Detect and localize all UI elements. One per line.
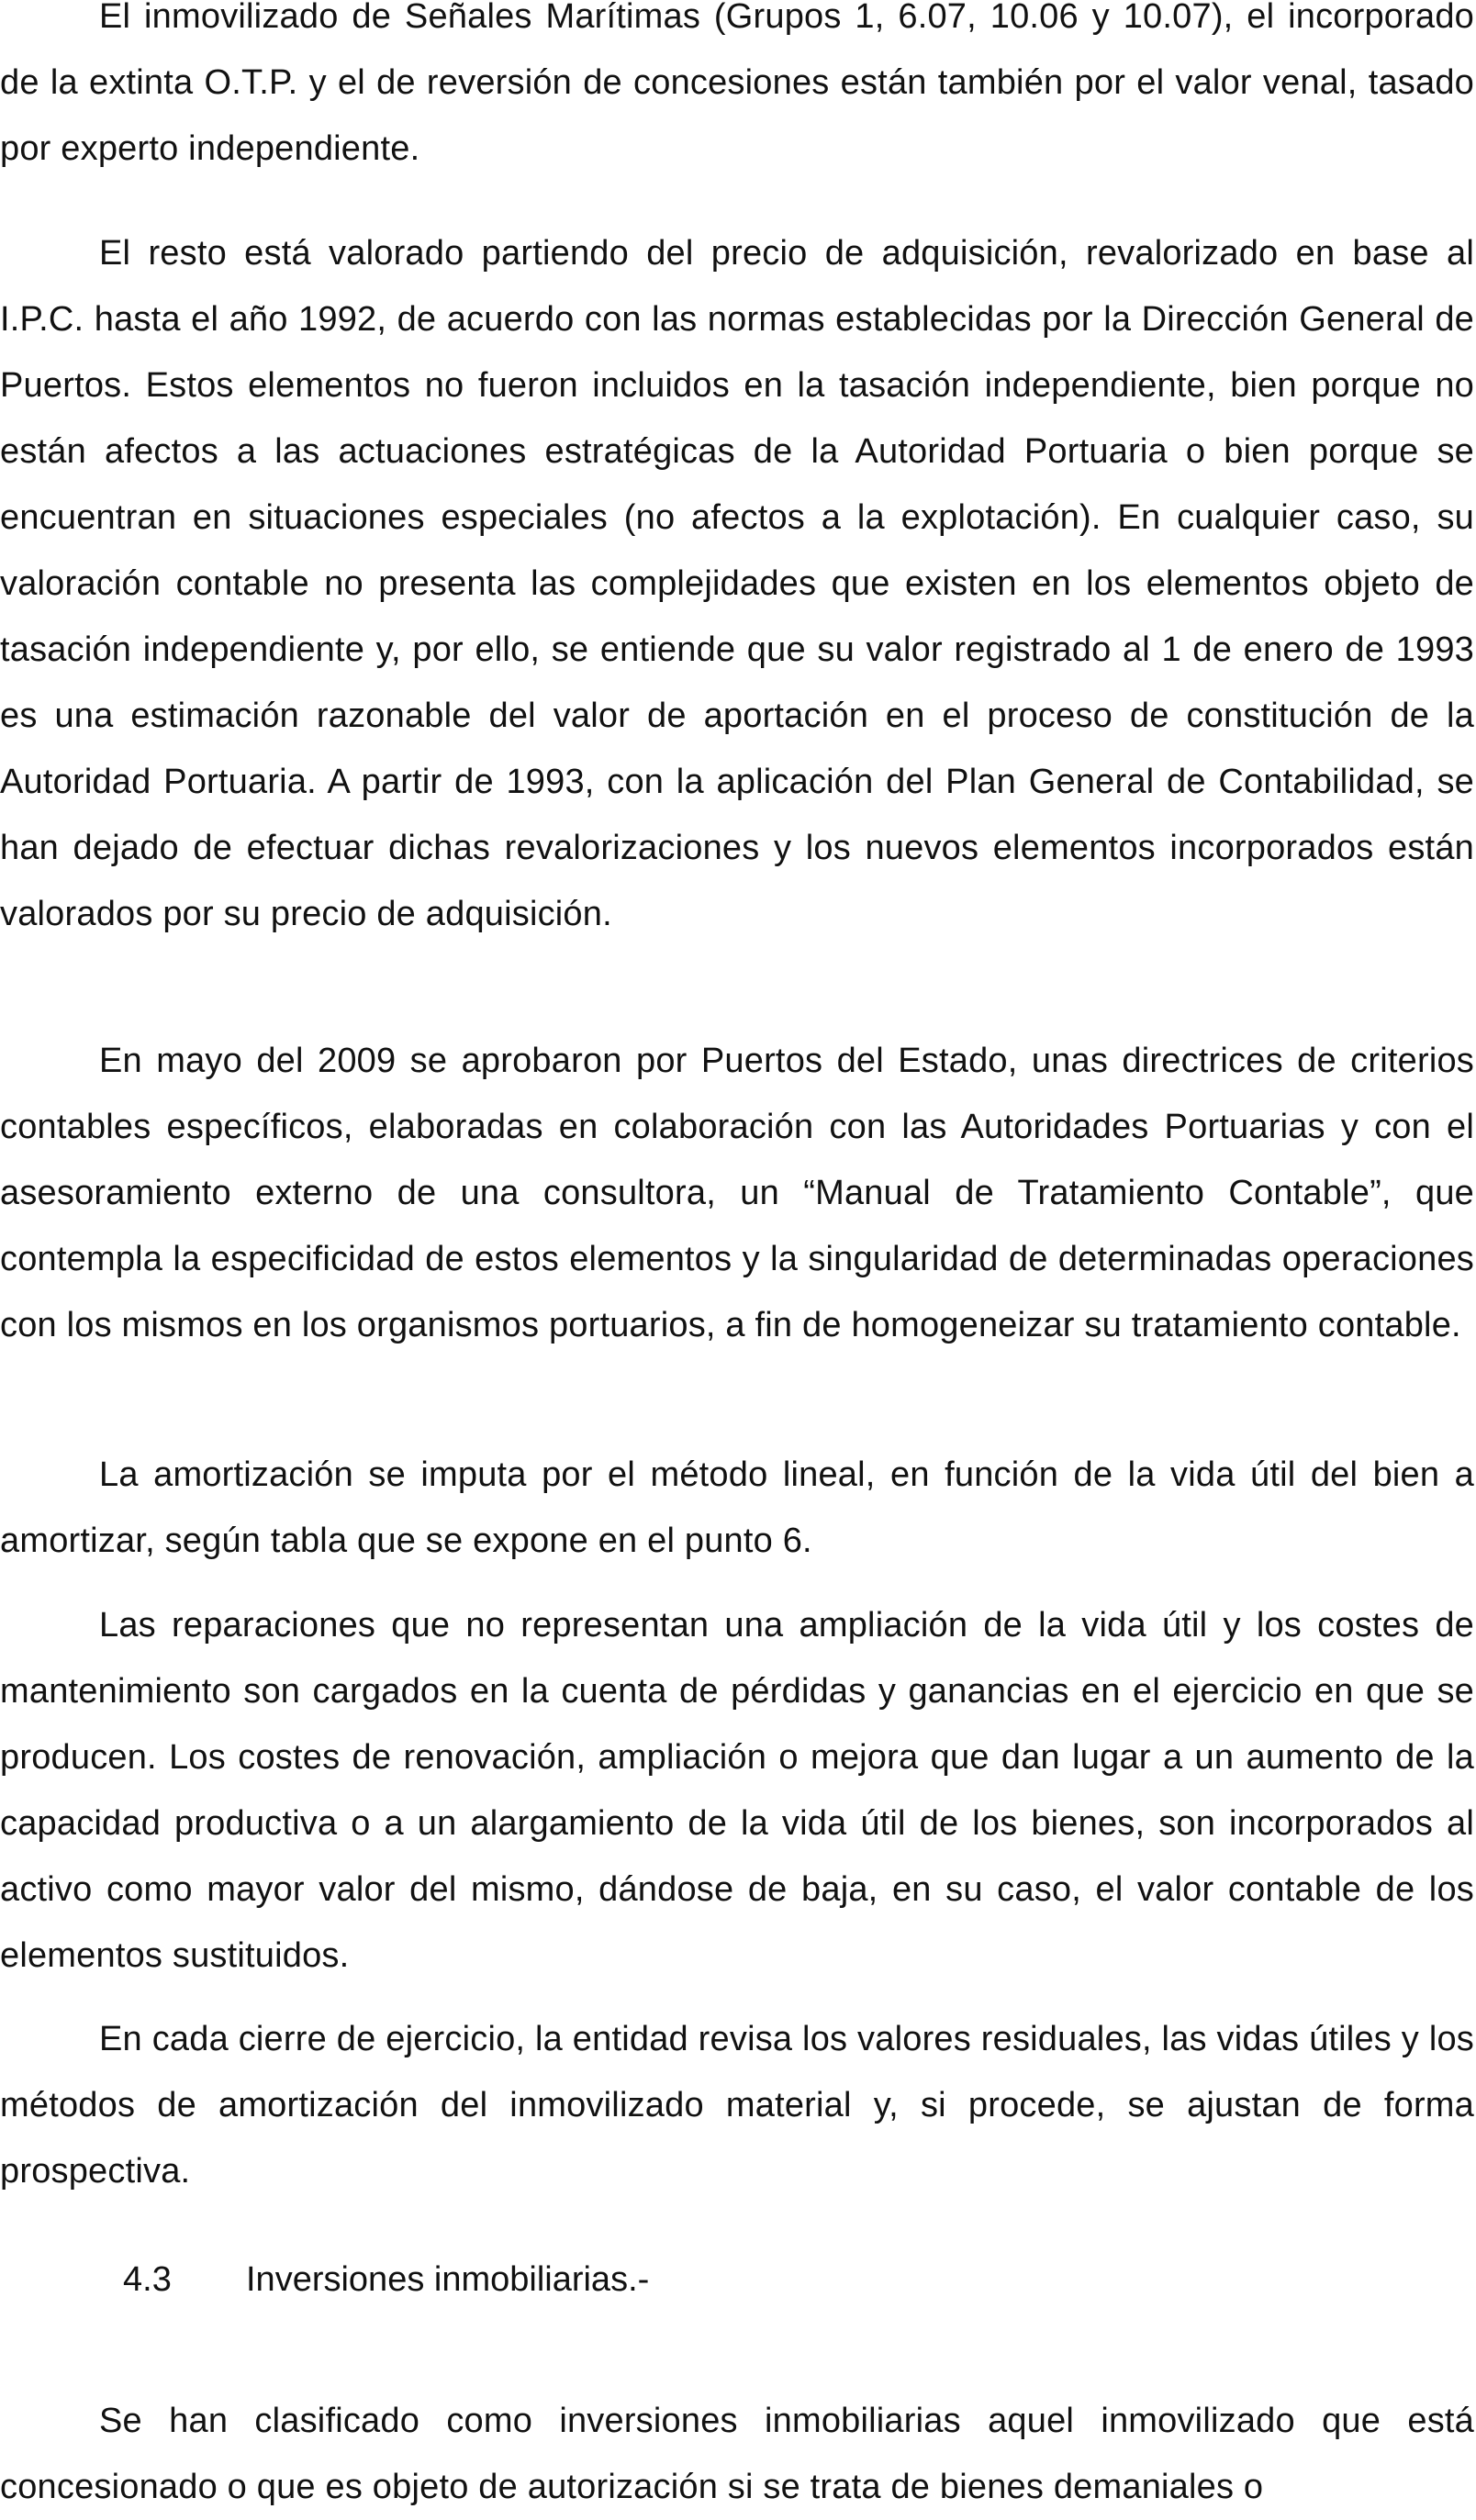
section-title: Inversiones inmobiliarias.- [246,2260,650,2299]
paragraph-reparaciones: Las reparaciones que no representan una ampliación de la vida útil y los costes de mantenimiento son cargados en la cuenta de pérdidas y ganancias en el ejercicio en que se producen. Los costes de renovación, ampliación o mejora que dan lugar a un aumento de la capacidad productiva o a un alargamiento de la vida útil de los bienes, son incorporados al activo como mayor valor del mismo, dándose de baja, en su caso, el valor contable de los elementos sustituidos. [0,1606,1474,1975]
paragraph-amortizacion: La amortización se imputa por el método lineal, en función de la vida útil del bien a amortizar, según tabla que se expone en el punto 6. [0,1455,1474,1560]
paragraph-senales-maritimas: El inmovilizado de Señales Marítimas (Grupos 1, 6.07, 10.06 y 10.07), el incorporado de la extinta O.T.P. y el de reversión de concesiones están también por el valor venal, tasado por experto independiente. [0,0,1474,168]
paragraph-cierre-ejercicio: En cada cierre de ejercicio, la entidad revisa los valores residuales, las vidas útiles y los métodos de amortización del inmovilizado material y, si procede, se ajustan de forma prospectiva. [0,2020,1474,2191]
paragraph-directrices-2009: En mayo del 2009 se aprobaron por Puertos del Estado, unas directrices de criterios contables específicos, elaboradas en colaboración con las Autoridades Portuarias y con el asesoramiento externo de una consultora, un “Manual de Tratamiento Contable”, que contempla la especificidad de estos elementos y la singularidad de determinadas operaciones con los mismos en los organismos portuarios, a fin de homogeneizar su tratamiento contable. [0,1042,1474,1344]
section-number: 4.3 [123,2260,172,2299]
section-heading [123,2247,649,2313]
paragraph-resto-valorado: El resto está valorado partiendo del precio de adquisición, revalorizado en base al I.P.C. hasta el año 1992, de acuerdo con las normas establecidas por la Dirección General de Puertos. Estos elementos no fueron incluidos en la tasación independiente, bien porque no están afectos a las actuaciones estratégicas de la Autoridad Portuaria o bien porque se encuentran en situaciones especiales (no afectos a la explotación). En cualquier caso, su valoración contable no presenta las complejidades que existen en los elementos objeto de tasación independiente y, por ello, se entiende que su valor registrado al 1 de enero de 1993 es una estimación razonable del valor de aportación en el proceso de constitución de la Autoridad Portuaria. A partir de 1993, con la aplicación del Plan General de Contabilidad, se han dejado de efectuar dichas revalorizaciones y los nuevos elementos incorporados están valorados por su precio de adquisición. [0,234,1474,933]
paragraph-inversiones-inmobiliarias: Se han clasificado como inversiones inmobiliarias aquel inmovilizado que está concesionado o que es objeto de autorización si se trata de bienes demaniales o [0,2402,1474,2506]
